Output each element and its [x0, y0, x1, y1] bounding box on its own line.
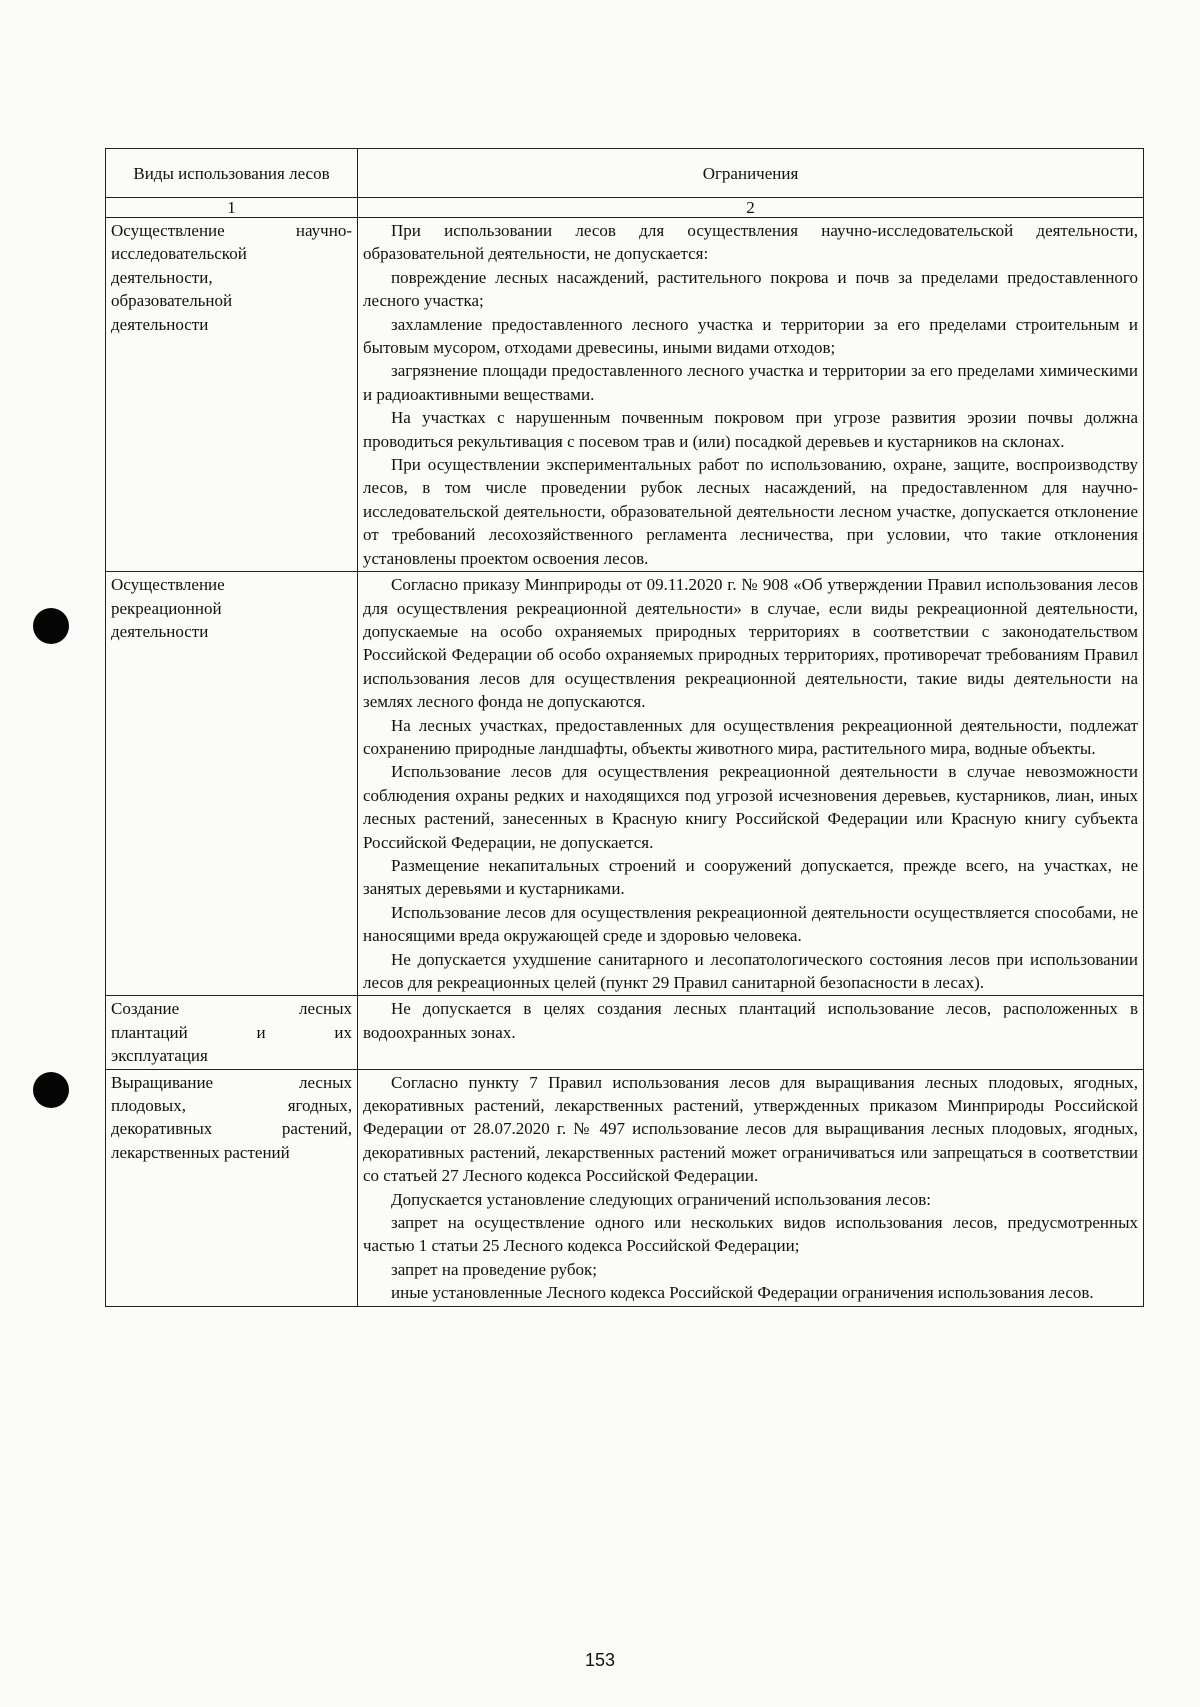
restriction-paragraph: запрет на осуществление одного или нескольких видов использования лесов, предусмотренных частью 1 статьи 25 Лесного кодекса Российской Федерации;: [363, 1213, 1138, 1256]
forest-use-type-line: Осуществление научно-: [111, 221, 352, 240]
forest-use-type-line: эксплуатация: [111, 1046, 208, 1066]
restriction-paragraph: На участках с нарушенным почвенным покровом при угрозе развития эрозии почвы должна проводиться рекультивация с посевом трав и (или) посадкой деревьев и кустарников на склонах.: [363, 408, 1138, 451]
header-forest-use-types: Виды использования лесов: [106, 149, 358, 198]
forest-use-type-line: образовательной: [111, 291, 233, 311]
restriction-paragraph: Допускается установление следующих ограничений использования лесов:: [391, 1189, 931, 1209]
forest-use-type-line: исследовательской: [111, 244, 247, 264]
table-row: [106, 1069, 1144, 1306]
restriction-paragraph: Согласно приказу Минприроды от 09.11.2020 г. № 908 «Об утверждении Правил использования лесов для осуществления рекреационной деятельности» в случае, если виды рекреационной деятельности, допускаемые на особо охраняемых природных территориях в соответствии с законодательством Российской Федерации об особо охраняемых природных территориях, противоречат требованиям Правил использования лесов для осуществления рекреационной деятельности, такие виды деятельности на землях лесного фонда не допускаются.: [363, 575, 1138, 712]
forest-use-type-line: деятельности: [111, 314, 209, 334]
table-row: [106, 996, 1144, 1069]
forest-use-type-cell: [106, 1069, 358, 1306]
header-restrictions: Ограничения: [358, 149, 1144, 198]
restriction-paragraph: При использовании лесов для осуществления научно-исследовательской деятельности, образовательной деятельности, не допускается:: [363, 221, 1138, 264]
forest-use-type-line: плодовых, ягодных,: [111, 1096, 352, 1116]
column-number: 2: [358, 198, 1144, 218]
restriction-paragraph: Использование лесов для осуществления рекреационной деятельности в случае невозможности соблюдения охраны редких и находящихся под угрозой исчезновения деревьев, кустарников, лиан, иных лесных растений, занесенных в Красную книгу Российской Федерации или Красную книгу субъекта Российской Федерации, не допускается.: [363, 762, 1138, 852]
forest-use-type-line: деятельности,: [111, 267, 213, 287]
restriction-paragraph: Не допускается в целях создания лесных плантаций использование лесов, расположенных в водоохранных зонах.: [363, 999, 1138, 1042]
restriction-paragraph: запрет на проведение рубок;: [391, 1259, 597, 1279]
forest-use-type-line: рекреационной: [111, 598, 222, 618]
restriction-paragraph: При осуществлении экспериментальных работ по использованию, охране, защите, воспроизводству лесов, в том числе проведении рубок лесных насаждений, на предоставленном для научно-исследовательской деятельности, образовательной деятельности лесном участке, допускается отклонение от требований лесохозяйственного регламента лесничества, при условии, что такие отклонения установлены проектом освоения лесов.: [363, 455, 1138, 568]
restrictions-cell: [358, 218, 1144, 572]
forest-use-type-line: Выращивание лесных: [111, 1072, 352, 1092]
forest-use-type-line: плантаций и их: [111, 1022, 352, 1042]
restrictions-cell: [358, 996, 1144, 1069]
table-row: [106, 218, 1144, 572]
forest-use-type-line: Осуществление: [111, 575, 225, 595]
restriction-paragraph: На лесных участках, предоставленных для осуществления рекреационной деятельности, подлежат сохранению природные ландшафты, объекты животного мира, растительного мира, водные объекты.: [363, 715, 1138, 758]
column-number: 1: [106, 198, 358, 218]
restrictions-cell: [358, 572, 1144, 996]
restrictions-cell: [358, 1069, 1144, 1306]
forest-use-type-cell: [106, 996, 358, 1069]
forest-use-type-cell: [106, 218, 358, 572]
table-header-row: [106, 149, 1144, 198]
table-row: [106, 572, 1144, 996]
restriction-paragraph: загрязнение площади предоставленного лесного участка и территории за его пределами химическими и радиоактивными веществами.: [363, 361, 1138, 404]
column-number-row: [106, 198, 1144, 218]
forest-use-type-line: декоративных растений,: [111, 1119, 352, 1139]
page-number: 153: [584, 1650, 616, 1670]
forest-use-restrictions-table: [105, 148, 1144, 1307]
scan-hole-punch-bottom: [33, 1072, 69, 1108]
restriction-paragraph: повреждение лесных насаждений, растительного покрова и почв за пределами предоставленного лесного участка;: [363, 267, 1138, 311]
restriction-paragraph: иные установленные Лесного кодекса Российской Федерации ограничения использования лесов.: [391, 1283, 1094, 1303]
restriction-paragraph: Использование лесов для осуществления рекреационной деятельности осуществляется способами, не наносящими вреда окружающей среде и здоровью человека.: [363, 902, 1138, 946]
forest-use-type-line: лекарственных растений: [111, 1142, 290, 1162]
restriction-paragraph: Согласно пункту 7 Правил использования лесов для выращивания лесных плодовых, ягодных, декоративных растений, лекарственных растений, утвержденных приказом Минприроды Российской Федерации от 28.07.2020 г. № 497 использование лесов для выращивания лесных плодовых, ягодных, декоративных растений, лекарственных растений может ограничиваться или запрещаться в соответствии со статьей 27 Лесного кодекса Российской Федерации.: [363, 1072, 1138, 1186]
forest-use-type-cell: [106, 572, 358, 996]
restriction-paragraph: захламление предоставленного лесного участка и территории за его пределами строительным и бытовым мусором, отходами древесины, иными видами отходов;: [363, 314, 1138, 358]
forest-use-type-line: Создание лесных: [111, 999, 352, 1019]
scan-hole-punch-top: [33, 608, 69, 644]
restriction-paragraph: Не допускается ухудшение санитарного и лесопатологического состояния лесов при использовании лесов для рекреационных целей (пункт 29 Правил санитарной безопасности в лесах).: [363, 949, 1138, 992]
forest-use-type-line: деятельности: [111, 621, 209, 641]
restriction-paragraph: Размещение некапитальных строений и сооружений допускается, прежде всего, на участках, не занятых деревьями и кустарниками.: [363, 855, 1138, 899]
